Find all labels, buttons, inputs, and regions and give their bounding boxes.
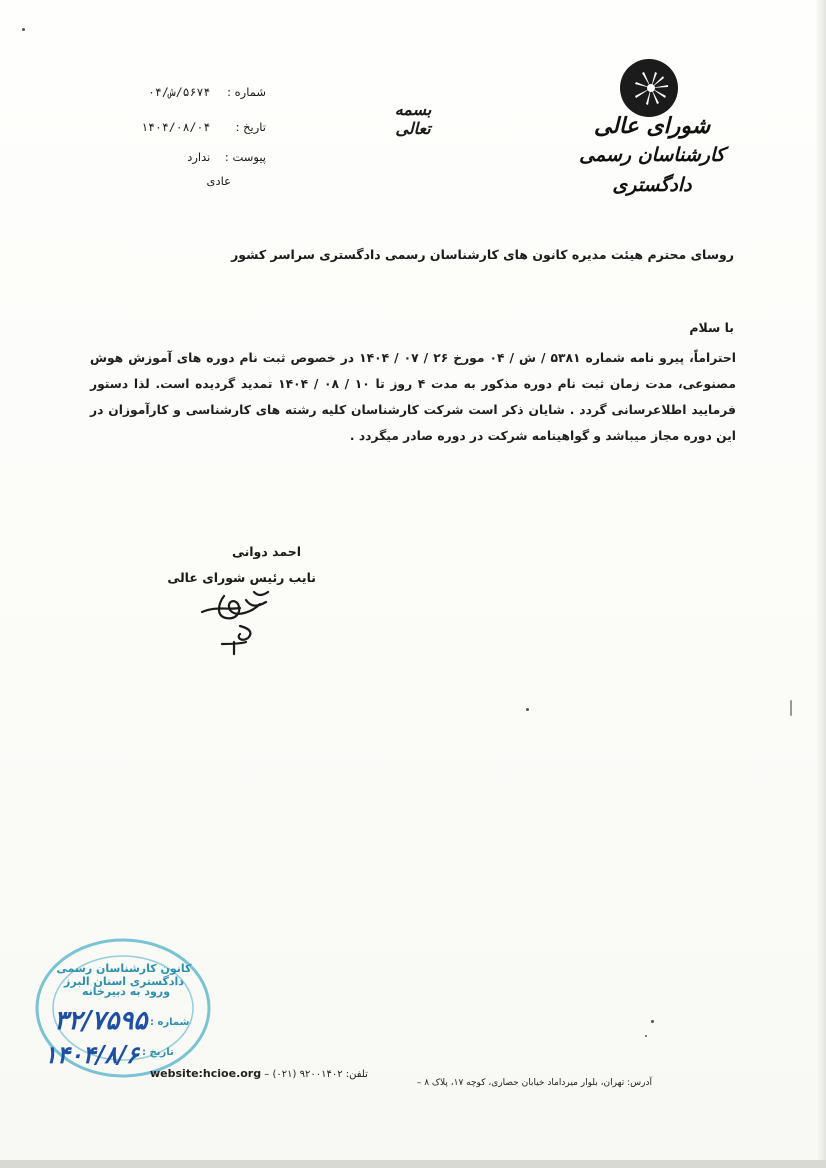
sunburst-emblem-icon	[619, 58, 679, 118]
letter-classification: عادی	[206, 174, 231, 188]
letter-date-value: ۱۴۰۴/۰۸/۰۴	[141, 120, 211, 134]
letter-number-label: شماره :	[227, 85, 266, 99]
signer-name: احمد دوانی	[231, 544, 301, 559]
handwritten-signature	[196, 582, 278, 658]
scan-speck	[526, 708, 529, 711]
stamp-subtitle: ورود به دبیرخانه	[81, 985, 171, 998]
basmala: بسمه تعالی	[394, 100, 432, 138]
letter-attachment-label: پیوست :	[224, 150, 266, 164]
footer-address: آدرس: تهران، بلوار میرداماد خیابان حصاری، کوچه ۱۷، پلاک ۸ –	[416, 1078, 652, 1088]
recipient-line: روسای محترم هیئت مدیره کانون های کارشناسان رسمی دادگستری سراسر کشور	[231, 247, 734, 262]
page-shadow-right	[816, 0, 826, 1168]
letter-body: احتراماً، پیرو نامه شماره ۵۳۸۱ / ش / ۰۴ مورخ ۲۶ / ۰۷ / ۱۴۰۴ در خصوص ثبت نام دوره های آموزش هوش مصنوعی، مدت زمان ثبت نام دوره مذکور به مدت ۴ روز تا ۱۰ / ۰۸ / ۱۴۰۴ تمدید گردیده است. لذا دستور فرمایید اطلاعرسانی گردد . شایان ذکر است شرکت کارشناسان کلیه رشته های کارشناسی و کارآموزان در این دوره مجاز میباشد و گواهینامه شرکت در دوره صادر میگردد .	[90, 351, 736, 443]
letter-date	[126, 120, 266, 134]
signer-title: نایب رئیس شورای عالی	[167, 570, 316, 585]
stamp-number-label: شماره :	[150, 1017, 190, 1028]
scan-speck	[651, 1020, 654, 1023]
letter-date-label: تاریخ :	[235, 120, 266, 134]
page-shadow-bottom	[0, 1160, 826, 1168]
scan-speck	[22, 28, 25, 31]
letter-number-value: ۵۶۷۴/ش/۰۴	[148, 85, 211, 99]
organization-line2: کارشناسان رسمی دادگستری	[579, 144, 725, 196]
stamp-handwritten-number: ۳۲/۷۵۹۵	[54, 1006, 148, 1036]
stamp-title: کانون کارشناسان رسمی دادگستری استان البرز	[56, 962, 192, 988]
letter-attachment	[126, 150, 266, 164]
stamp-date-label: تاریخ :	[142, 1047, 174, 1058]
letter-number	[126, 85, 266, 99]
footer-phone: تلفن: ۹۲۰۰۱۴۰۲ (۰۲۱) –	[264, 1069, 368, 1080]
organization-name	[578, 112, 726, 200]
greeting: با سلام	[689, 320, 734, 335]
scan-speck	[645, 1035, 647, 1037]
letter-attachment-value: ندارد	[187, 150, 211, 164]
stamp-handwritten-date: ۱۴۰۴/۸/۶	[44, 1040, 139, 1069]
footer-website: website:hcioe.org	[150, 1067, 262, 1080]
scan-speck	[790, 700, 792, 716]
organization-line1: شورای عالی	[593, 113, 711, 139]
